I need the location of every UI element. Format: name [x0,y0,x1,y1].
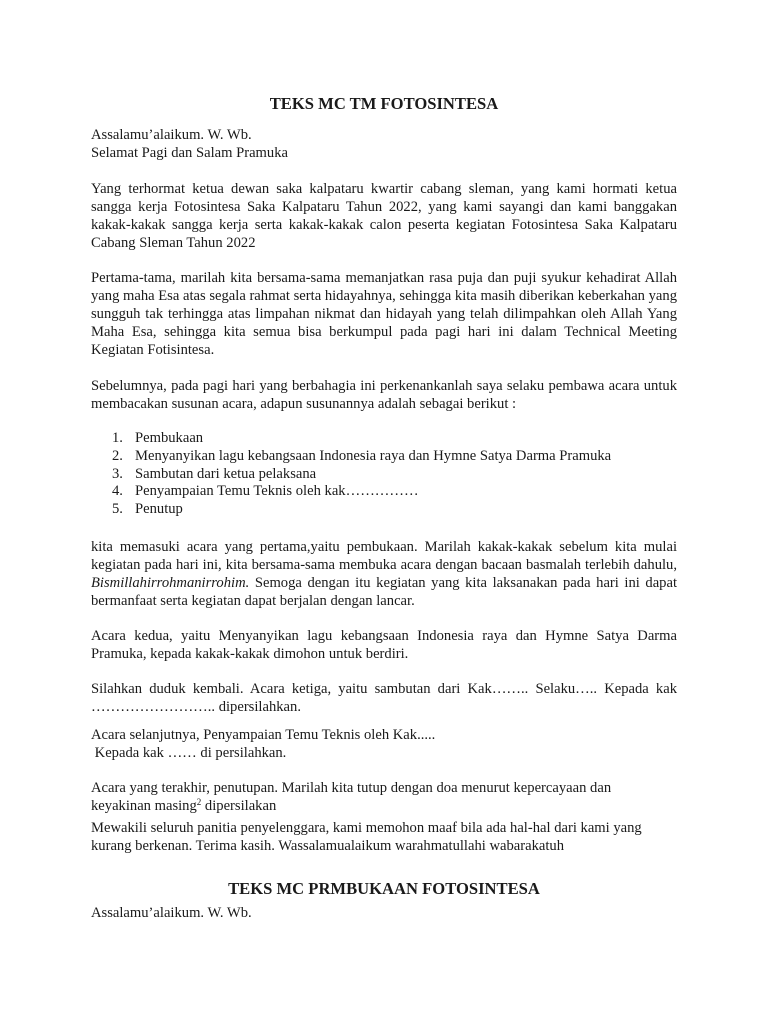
superscript-two: 2 [196,797,202,807]
paragraph-selanjutnya [91,726,677,762]
agenda-item [91,483,677,501]
agenda-number: 1. [112,430,123,446]
mewakili-line-2: kurang berkenan. Terima kasih. Wassalamualaikum warahmatullahi wabarakatuh [91,838,565,854]
pembukaan-text-2: Semoga dengan itu kegiatan yang kita laksanakan pada hari ini dapat bermanfaat serta kegiatan dapat berjalan dengan lancar. [91,575,678,609]
pembukaan-text-1: kita memasuki acara yang pertama,yaitu pembukaan. Marilah kakak-kakak sebelum kita mulai kegiatan pada hari ini, kita bersama-sama membuka acara dengan bacaan basmalah terlebih dahulu, [91,539,677,573]
terakhir-line-2 [91,797,677,815]
paragraph-kedua: Acara kedua, yaitu Menyanyikan lagu kebangsaan Indonesia raya dan Hymne Satya Darma Pramuka, kepada kakak-kakak dimohon untuk berdiri. [91,628,677,662]
selanjutnya-line-1: Acara selanjutnya, Penyampaian Temu Teknis oleh Kak..... [91,727,436,743]
agenda-list [91,430,677,519]
agenda-text: Pembukaan [135,430,204,446]
paragraph-pertama: Pertama-tama, marilah kita bersama-sama memanjatkan rasa puja dan puji syukur kehadirat Allah yang maha Esa atas segala rahmat serta hidayahnya, sehingga kita masih diberikan keberkahan yang sungguh tak terhingga atas limpahan nikmat dan hidayah yang telah dilimpahkan oleh Allah Yang Maha Esa, sehingga kita semua bisa berkumpul pada pagi hari ini dalam Technical Meeting Kegiatan Fotisintesa. [91,270,677,358]
agenda-number: 4. [112,483,123,500]
paragraph-terakhir [91,779,677,815]
paragraph-ketiga: Silahkan duduk kembali. Acara ketiga, yaitu sambutan dari Kak…….. Selaku….. Kepada kak …………………….. dipersilahkan. [91,681,677,715]
terakhir-text-a: keyakinan masing [91,798,197,814]
agenda-text: Penutup [135,501,183,518]
agenda-text: Sambutan dari ketua pelaksana [135,465,317,482]
paragraph-sebelumnya: Sebelumnya, pada pagi hari yang berbahagia ini perkenankanlah saya selaku pembawa acara untuk membacakan susunan acara, adapun susunannya adalah sebagai berikut : [91,378,677,412]
paragraph-mewakili [91,819,677,855]
paragraph-pembukaan [91,538,677,610]
terakhir-line-1: Acara yang terakhir, penutupan. Marilah kita tutup dengan doa menurut kepercayaan dan [91,780,612,796]
basmalah-text: Bismillahirrohmanirrohim. [91,575,250,591]
terakhir-text-b: dipersilakan [201,798,277,814]
paragraph-hormat: Yang terhormat ketua dewan saka kalpataru kwartir cabang sleman, yang kami hormati ketua sangga kerja Fotosintesa Saka Kalpataru Tahun 2022, yang kami sayangi dan kami banggakan kakak-kakak sangga kerja serta kakak-kakak calon peserta kegiatan Fotosintesa Saka Kalpataru Cabang Sleman Tahun 2022 [91,181,677,251]
agenda-item [91,466,677,484]
greeting-line: Assalamu’alaikum. W. Wb. [91,127,252,143]
document-title: TEKS MC TM FOTOSINTESA [269,94,499,113]
salam-line: Selamat Pagi dan Salam Pramuka [91,145,288,161]
agenda-number: 3. [112,465,123,482]
selanjutnya-line-2: Kepada kak …… di persilahkan. [91,745,287,761]
agenda-item [91,430,677,448]
agenda-number: 2. [112,447,123,464]
greeting-second: Assalamu’alaikum. W. Wb. [91,905,252,921]
mewakili-line-1: Mewakili seluruh panitia penyelenggara, kami memohon maaf bila ada hal-hal dari kami yang [91,820,642,836]
agenda-text: Penyampaian Temu Teknis oleh kak…………… [135,483,419,500]
agenda-text: Menyanyikan lagu kebangsaan Indonesia raya dan Hymne Satya Darma Pramuka [135,447,612,464]
agenda-item [91,501,677,519]
agenda-item [91,448,677,466]
greeting [91,126,677,162]
agenda-number: 5. [112,501,123,518]
section-title: TEKS MC PRMBUKAAN FOTOSINTESA [228,879,540,898]
